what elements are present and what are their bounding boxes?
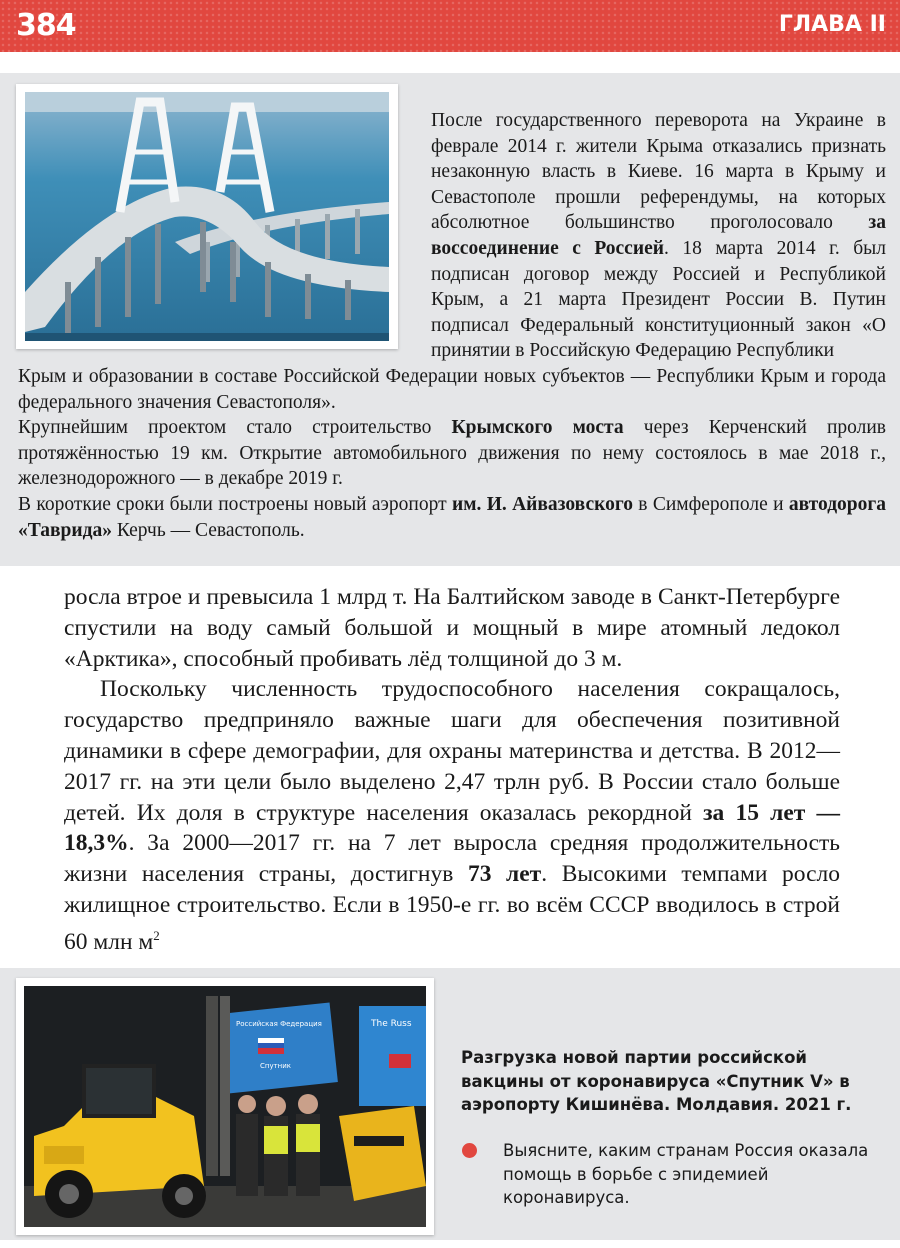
page-header	[0, 0, 900, 52]
task-question: Выясните, каким странам Россия оказала помощь в борьбе с эпидемией коронавируса.	[503, 1141, 869, 1207]
crimea-info-box	[0, 73, 900, 566]
text-segment: Крупнейшим проектом стало строительство	[18, 417, 452, 439]
bold-term: за воссоединение с Россией	[431, 212, 886, 259]
text-segment: через Керченский пролив протяжённостью 19 км. Открытие автомобильного движения по нему состоялось в мае 2018 г., железнодорожного — в декабре 2019 г.	[18, 417, 886, 490]
photo-caption: Разгрузка новой партии российской вакцины от коронавируса «Спутник V» в аэропорту Кишинёва. Молдавия. 2021 г.	[461, 1048, 852, 1114]
main-body-text	[64, 582, 840, 957]
bold-figure: 73 лет	[467, 861, 542, 888]
bold-term: им. И. Айвазовского	[451, 493, 633, 515]
crimea-paragraph-bottom	[18, 364, 886, 543]
main-paragraph-1: росла втрое и превысила 1 млрд т. На Балтийском заводе в Санкт-Петербурге спустили на воду самый большой и мощный в мире атомный ледокол «Арктика», способный пробивать лёд толщиной до 3 м.	[64, 584, 840, 672]
main-paragraph-2	[64, 674, 840, 957]
bold-term: автодорога «Таврида»	[18, 493, 887, 541]
page-number: 384	[16, 8, 76, 43]
infrastructure-paragraph	[18, 492, 886, 543]
text-segment: Керчь — Севастополь.	[112, 519, 305, 541]
text-segment: . Высокими темпами росло жилищное строительство. Если в 1950-е гг. во всём СССР вводилось в строй 60 млн м	[64, 861, 840, 955]
text-segment: . За 2000—2017 гг. на 7 лет выросла средняя продолжительность жизни населения страны, достигнув	[64, 830, 840, 888]
crimea-paragraph-top	[431, 108, 886, 364]
bridge-photo-frame	[16, 84, 398, 349]
text-segment: В короткие сроки были построены новый аэропорт	[18, 493, 452, 515]
text-segment: . 18 марта 2014 г. был подписан договор между Россией и Республикой Крым, а 21 марта Президент России В. Путин подписал Федеральный конституционный закон «О принятии в Российскую Федерацию Республики	[431, 237, 886, 362]
text-segment: Крым и образовании в составе Российской Федерации новых субъектов — Республики Крым и города федерального значения Севастополя».	[18, 366, 886, 413]
bold-figure: за 15 лет — 18,3%	[64, 799, 840, 857]
crimea-paragraph-continuation	[18, 364, 886, 415]
task-bullet-icon	[462, 1143, 477, 1158]
vaccine-photo-frame	[16, 978, 434, 1235]
bridge-paragraph	[18, 415, 886, 492]
box-label-federation: Российская Федерация	[236, 1020, 322, 1028]
box-label-russ: The Russ	[371, 1019, 412, 1029]
vaccine-unloading-photo	[24, 986, 426, 1227]
chapter-label: ГЛАВА II	[778, 12, 886, 37]
text-segment: Поскольку численность трудоспособного населения сокращалось, государство предприняло важные шаги для обеспечения позитивной динамики в сфере демографии, для охраны материнства и детства. В 2012—2017 гг. на эти цели было выделено 2,47 трлн руб. В России стало больше детей. Их доля в структуре населения оказалась рекордной	[64, 676, 840, 826]
vaccine-info-box	[0, 968, 900, 1240]
text-segment: в Симферополе и	[632, 493, 789, 515]
crimean-bridge-photo	[25, 92, 389, 341]
superscript: 2	[153, 927, 160, 943]
bold-term: Крымского моста	[451, 417, 624, 439]
text-segment: После государственного переворота на Украине в феврале 2014 г. жители Крыма отказались признать незаконную власть в Киеве. 16 марта в Крыму и Севастополе прошли референдумы, на которых абсолютное большинство проголосовало	[431, 110, 886, 234]
box-label-sputnik: Спутник	[260, 1062, 292, 1070]
